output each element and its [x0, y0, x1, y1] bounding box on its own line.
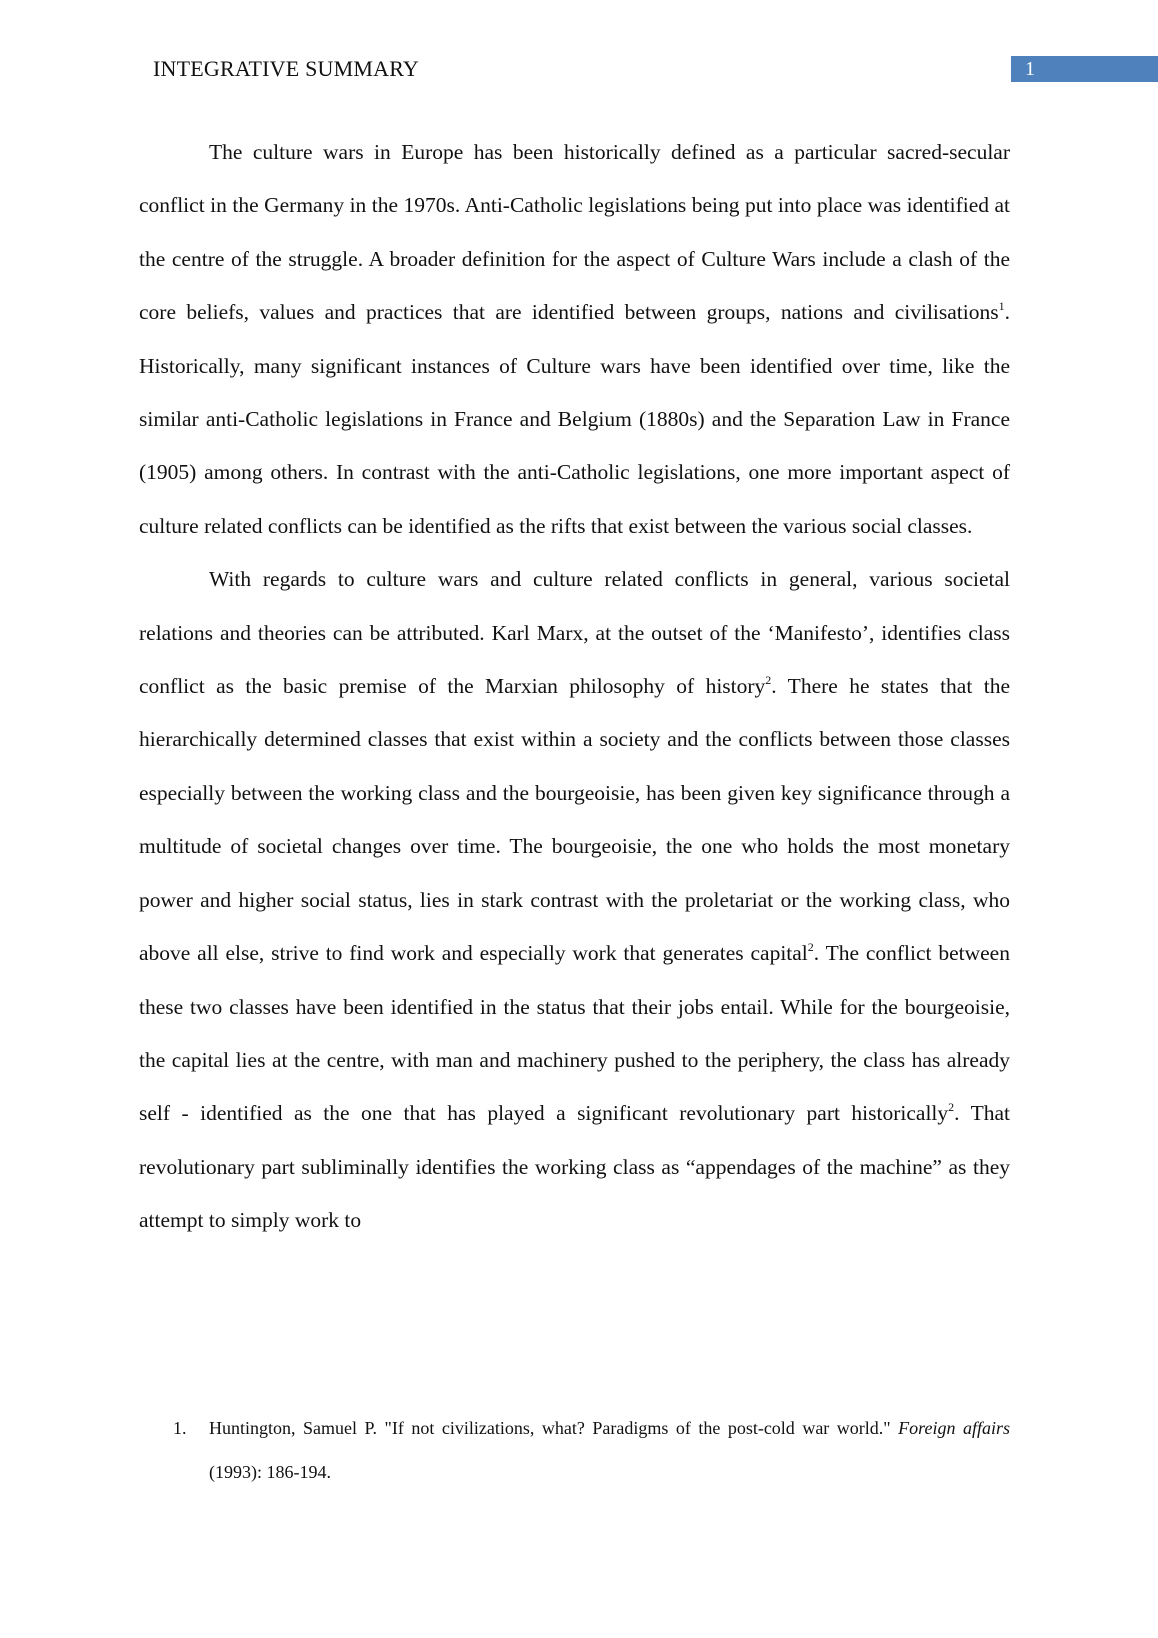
footnote-ref: 2	[948, 1100, 955, 1115]
paragraph-text: . That revolutionary part subliminally identifies the working class as “appendages of the machine” as they attempt to simply work to	[139, 1101, 1011, 1233]
paragraph	[139, 553, 1010, 1247]
footnote-text	[209, 1406, 1010, 1494]
paragraph	[139, 126, 1010, 553]
document-body	[139, 126, 1010, 1248]
footnote-number: 1.	[173, 1418, 187, 1438]
paragraph-text: The culture wars in Europe has been historically defined as a particular sacred-secular conflict in the Germany in the 1970s. Anti-Catholic legislations being put into place was identified at the centre of the struggle. A broader definition for the aspect of Culture Wars include a clash of the core beliefs, values and practices that are identified between groups, nations and civilisations	[139, 140, 1010, 325]
paragraph-text: . There he states that the hierarchically determined classes that exist within a society and the conflicts between those classes especially between the working class and the bourgeoisie, has been given key significance through a multitude of societal changes over time. The bourgeoisie, the one who holds the most monetary power and higher social status, lies in stark contrast with the proletariat or the working class, who above all else, strive to find work and especially work that generates capital	[139, 674, 1010, 966]
paragraph-text: With regards to culture wars and culture related conflicts in general, various societal relations and theories can be attributed. Karl Marx, at the outset of the ‘Manifesto’, identifies class conflict as the basic premise of the Marxian philosophy of history	[139, 567, 1010, 699]
footnote-pages: (1993): 186-194.	[209, 1462, 331, 1482]
footnote-ref: 1	[998, 299, 1005, 314]
paragraph-text: . Historically, many significant instances of Culture wars have been identified over time, like the similar anti-Catholic legislations in France and Belgium (1880s) and the Separation Law in France (1905) among others. In contrast with the anti-Catholic legislations, one more important aspect of culture related conflicts can be identified as the rifts that exist between the various social classes.	[139, 300, 1010, 538]
page-number: 1	[1025, 58, 1035, 80]
footnote-ref: 2	[765, 673, 772, 688]
footnote	[173, 1406, 1010, 1494]
page-number-box	[1011, 56, 1158, 82]
paragraph-text: . The conflict between these two classes have been identified in the status that their jobs entail. While for the bourgeoisie, the capital lies at the centre, with man and machinery pushed to the periphery, the class has already self - identified as the one that has played a significant revolutionary part historically	[139, 941, 1010, 1126]
footnote-ref: 2	[807, 940, 814, 955]
footnote-journal: Foreign affairs	[898, 1418, 1010, 1438]
header-title: INTEGRATIVE SUMMARY	[153, 56, 419, 81]
footnote-citation: Huntington, Samuel P. "If not civilizations, what? Paradigms of the post-cold war world."	[209, 1418, 899, 1438]
